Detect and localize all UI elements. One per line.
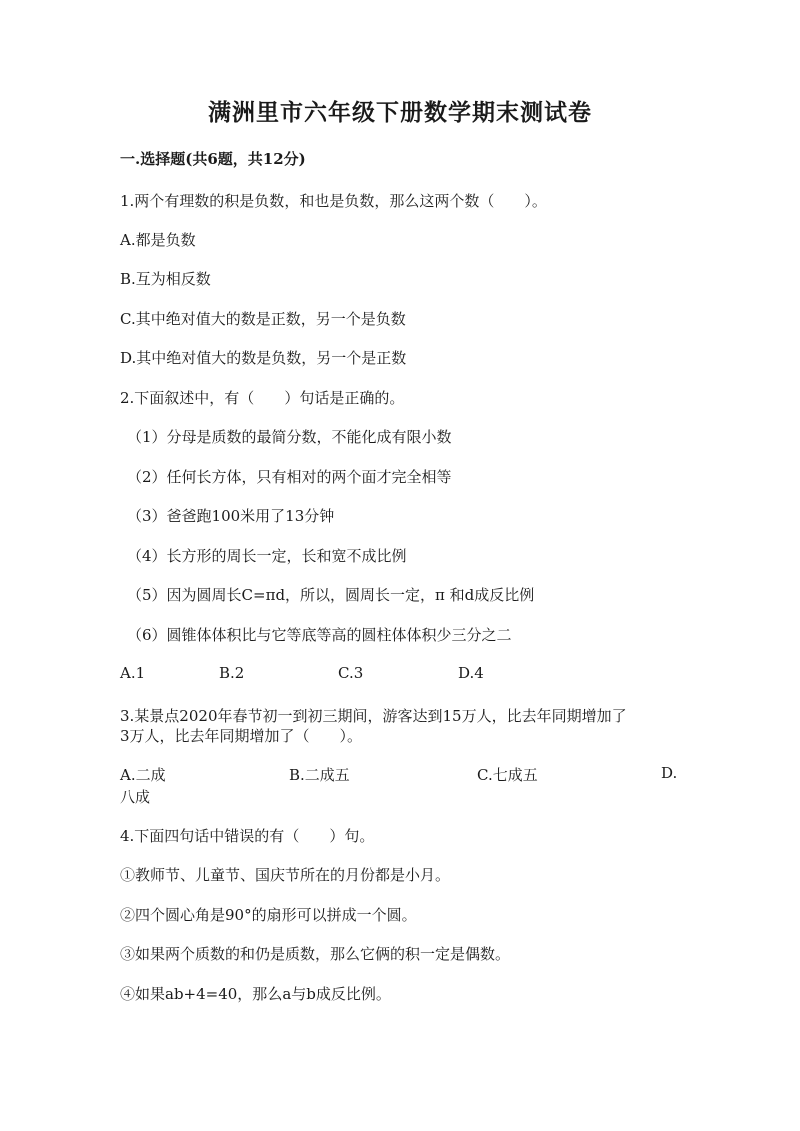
question-1-stem: 1.两个有理数的积是负数，和也是负数，那么这两个数（ ）。 — [120, 192, 547, 210]
question-2-option-a: A.1 — [120, 664, 146, 682]
question-2-option-b: B.2 — [219, 664, 245, 682]
question-2-statement-5: （5）因为圆周长C=πd，所以，圆周长一定，π 和d成反比例 — [127, 586, 535, 604]
exam-title: 满洲里市六年级下册数学期末测试卷 — [208, 99, 592, 126]
question-1-option-a: A.都是负数 — [120, 231, 196, 249]
question-3-option-d-text: 八成 — [120, 788, 151, 806]
question-4-statement-2: ②四个圆心角是90°的扇形可以拼成一个圆。 — [120, 906, 417, 924]
question-2-statement-3: （3）爸爸跑100米用了13分钟 — [127, 507, 335, 525]
question-3-option-a: A.二成 — [120, 766, 166, 784]
question-4-stem: 4.下面四句话中错误的有（ ）句。 — [120, 827, 375, 845]
question-4-statement-4: ④如果ab+4=40，那么a与b成反比例。 — [120, 985, 391, 1003]
question-2-statement-1: （1）分母是质数的最简分数，不能化成有限小数 — [127, 428, 452, 446]
question-1-option-d: D.其中绝对值大的数是负数，另一个是正数 — [120, 349, 407, 367]
question-3-option-b: B.二成五 — [289, 766, 350, 784]
question-3-option-c: C.七成五 — [477, 766, 538, 784]
question-2-option-c: C.3 — [338, 664, 364, 682]
question-4-statement-1: ①教师节、儿童节、国庆节所在的月份都是小月。 — [120, 866, 451, 884]
question-2-statement-4: （4）长方形的周长一定，长和宽不成比例 — [127, 547, 407, 565]
question-1-option-c: C.其中绝对值大的数是正数，另一个是负数 — [120, 310, 406, 328]
question-2-statement-2: （2）任何长方体，只有相对的两个面才完全相等 — [127, 468, 452, 486]
question-4-statement-3: ③如果两个质数的和仍是质数，那么它俩的积一定是偶数。 — [120, 945, 511, 963]
question-2-statement-6: （6）圆锥体体积比与它等底等高的圆柱体体积少三分之二 — [127, 626, 512, 644]
question-2-option-d: D.4 — [458, 664, 484, 682]
question-2-stem: 2.下面叙述中，有（ ）句话是正确的。 — [120, 389, 405, 407]
question-1-option-b: B.互为相反数 — [120, 270, 211, 288]
question-3-stem-line-2: 3万人，比去年同期增加了（ ）。 — [120, 727, 363, 745]
section-heading: 一.选择题(共6题，共12分) — [120, 150, 306, 168]
question-3-stem-line-1: 3.某景点2020年春节初一到初三期间，游客达到15万人，比去年同期增加了 — [120, 707, 627, 725]
question-3-option-d: D. — [661, 764, 678, 782]
